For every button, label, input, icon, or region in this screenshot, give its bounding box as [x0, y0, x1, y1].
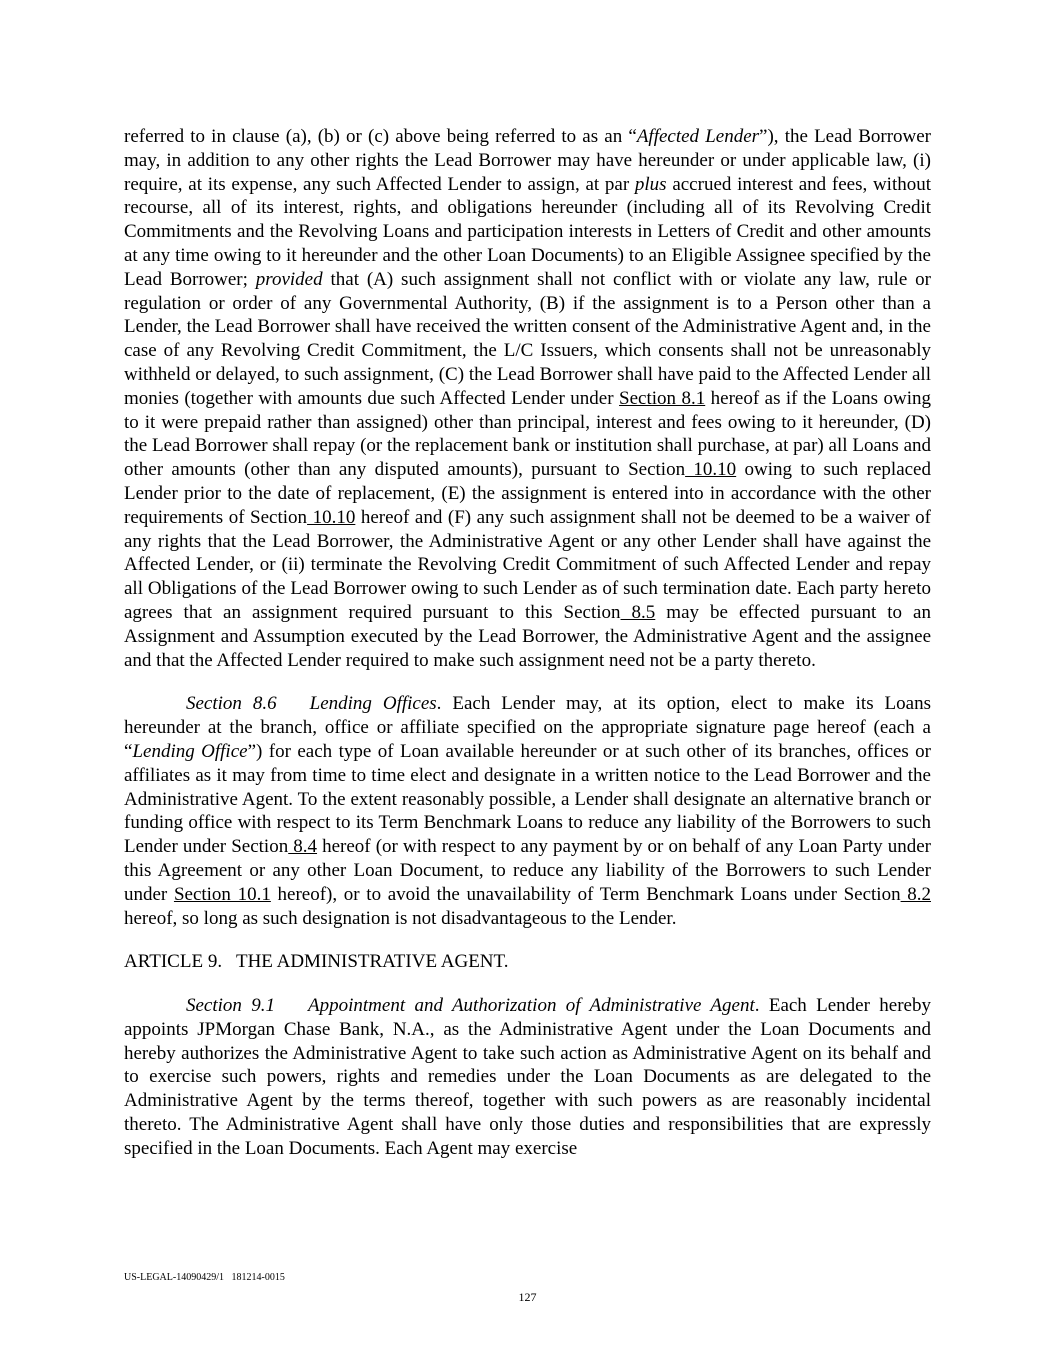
- text-run: . Each Lender may, at its option, elect to make its Loans hereunder at the branch, office or affiliate specified on the appropriate signature page hereof (each a “: [124, 693, 931, 762]
- section-title: Appointment and Authorization of Administrative Agent: [308, 995, 755, 1017]
- italic-term-provided: provided: [255, 268, 323, 290]
- italic-term-plus: plus: [634, 173, 667, 195]
- page-number: 127: [518, 1290, 537, 1304]
- footer-document-id: [124, 1272, 285, 1284]
- text-run: hereof as if the Loans owing to it were prepaid rather than assigned) other than principal, interest and fees owing to it hereunder, (D) the Lead Borrower shall repay (or the replacement bank or institution shall purchase, at par) all Loans and other amounts (other than any disputed amounts), pursuant to Section: [124, 387, 931, 481]
- text-run: that (A) such assignment shall not conflict with or violate any law, rule or regulation or order of any Governmental Authority, (B) if the assignment is to a Person other than a Lender, the Lead Borrower shall have received the written consent of the Administrative Agent and, in the case of any Revolving Credit Commitment, the L/C Issuers, which consents shall not be unreasonably withheld or delayed, to such assignment, (C) the Lead Borrower shall have paid to the Affected Lender all monies (together with amounts due such Affected Lender under: [124, 268, 932, 409]
- text-run: . Each Lender hereby appoints JPMorgan Chase Bank, N.A., as the Administrative Agent under the Loan Documents and hereby authorizes the Administrative Agent to take such action as Administrative Agent on its behalf and to exercise such powers, rights and remedies under the Loan Documents as are delegated to the Administrative Agent by the terms thereof, together with such powers as are reasonably incidental thereto. The Administrative Agent shall have only those duties and responsibilities that are expressly specified in the Loan Documents. Each Agent may exercise: [124, 995, 931, 1159]
- text-run: hereof, so long as such designation is not disadvantageous to the Lender.: [124, 907, 677, 929]
- section-reference-10-1: Section 10.1: [173, 883, 271, 905]
- paragraph-affected-lender: [124, 125, 931, 672]
- section-reference-10-10: 10.10: [307, 506, 356, 528]
- section-reference-10-10: 10.10: [685, 459, 737, 481]
- paragraph-section-9-1: [124, 994, 931, 1161]
- section-number: Section 8.6: [186, 693, 277, 715]
- article-heading: [124, 950, 931, 974]
- section-reference-8-2: 8.2: [900, 883, 931, 905]
- paragraph-section-8-6: [124, 692, 931, 930]
- text-run: hereof), or to avoid the unavailability of Term Benchmark Loans under Section: [270, 883, 901, 905]
- document-id-text: US-LEGAL-14090429/1 181214-0015: [124, 1272, 285, 1283]
- section-reference-8-5: 8.5: [620, 601, 656, 623]
- document-body: [124, 125, 931, 1161]
- text-run: hereof (or with respect to any payment by or on behalf of any Loan Party under this Agreement or any other Loan Document, to reduce any liability of the Borrowers to such Lender under: [124, 836, 932, 905]
- defined-term-affected-lender: Affected Lender: [636, 126, 760, 147]
- text-run: owing to such replaced Lender prior to the date of replacement, (E) the assignment is entered into in accordance with the other requirements of Section: [124, 459, 931, 528]
- text-run: accrued interest and fees, without recourse, all of its interest, rights, and obligations hereunder (including all of its Revolving Credit Commitments and the Revolving Loans and participation interests in Letters of Credit and other amounts at any time owing to it hereunder and the other Loan Documents) to an Eligible Assignee specified by the Lead Borrower;: [124, 173, 931, 290]
- text-run: may be effected pursuant to an Assignment and Assumption executed by the Lead Borrower, the Administrative Agent and the assignee and that the Affected Lender required to make such assignment need not be a party thereto.: [124, 601, 931, 671]
- section-number: Section 9.1: [186, 995, 276, 1017]
- text-run: hereof and (F) any such assignment shall not be deemed to be a waiver of any rights that the Lead Borrower, the Administrative Agent or any other Lender shall have against the Affected Lender, or (ii) terminate the Revolving Credit Commitment of such Affected Lender and repay all Obligations of the Lead Borrower owing to such Lender as of such termination date. Each party hereto agrees that an assignment required pursuant to this Section: [124, 506, 931, 623]
- article-heading-text: ARTICLE 9. THE ADMINISTRATIVE AGENT.: [124, 951, 509, 973]
- section-reference-8-4: 8.4: [288, 836, 318, 858]
- defined-term-lending-office: Lending Office: [132, 740, 248, 762]
- text-run: ”), the Lead Borrower may, in addition to any other rights the Lead Borrower may have hereunder or under applicable law, (i) require, at its expense, any such Affected Lender to assign, at par: [124, 126, 932, 195]
- section-title: Lending Offices: [309, 693, 437, 715]
- text-run: ”) for each type of Loan available hereunder or at such other of its branches, offices or affiliates as it may from time to time elect and designate in a written notice to the Lead Borrower and the Administrative Agent. To the extent reasonably possible, a Lender shall designate an alternative branch or funding office with respect to its Term Benchmark Loans to reduce any liability of the Borrowers to such Lender under Section: [124, 740, 931, 858]
- section-reference-8-1: Section 8.1: [619, 387, 706, 409]
- text-run: referred to in clause (a), (b) or (c) above being referred to as an “: [124, 126, 637, 147]
